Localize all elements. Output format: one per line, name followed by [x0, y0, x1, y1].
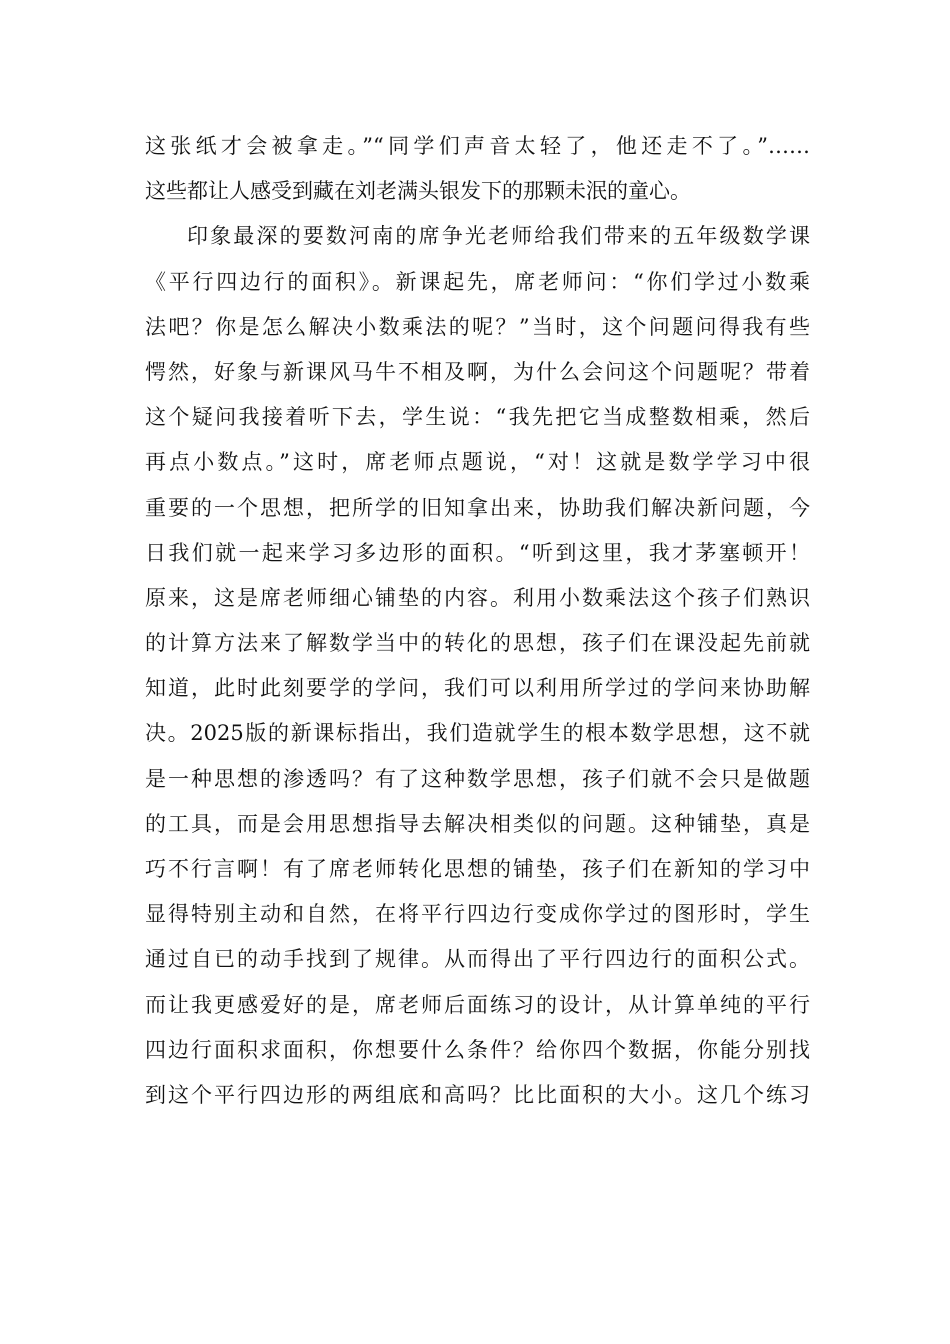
text-line: 愕然，好象与新课风马牛不相及啊，为什么会问这个问题呢？带着	[145, 359, 810, 384]
text-line: 到这个平行四边形的两组底和高吗？比比面积的大小。这几个练习	[145, 1082, 810, 1107]
text-line: 这张纸才会被拿走。”“同学们声音太轻了，他还走不了。”……	[145, 134, 810, 158]
text-line: 日我们就一起来学习多边形的面积。“听到这里，我才茅塞顿开！	[145, 540, 810, 565]
text-line: 显得特别主动和自然，在将平行四边行变成你学过的图形时，学生	[145, 902, 810, 927]
text-line: 决。2025版的新课标指出，我们造就学生的根本数学思想，这不就	[145, 721, 810, 746]
paragraph-first-line: 印象最深的要数河南的席争光老师给我们带来的五年级数学课	[187, 224, 810, 249]
text-line: 的计算方法来了解数学当中的转化的思想，孩子们在课没起先前就	[145, 631, 810, 656]
text-line: 而让我更感爱好的是，席老师后面练习的设计，从计算单纯的平行	[145, 992, 810, 1017]
text-line: 再点小数点。”这时，席老师点题说，“对！这就是数学学习中很	[145, 450, 810, 475]
text-line: 法吧？你是怎么解决小数乘法的呢？”当时，这个问题问得我有些	[145, 314, 810, 339]
text-line: 原来，这是席老师细心铺垫的内容。利用小数乘法这个孩子们熟识	[145, 585, 810, 610]
text-line: 巧不行言啊！有了席老师转化思想的铺垫，孩子们在新知的学习中	[145, 857, 810, 881]
text-line: 通过自已的动手找到了规律。从而得出了平行四边行的面积公式。	[145, 947, 810, 972]
text-line: 这个疑问我接着听下去，学生说：“我先把它当成整数相乘，然后	[145, 405, 810, 430]
body-text	[145, 124, 810, 1118]
text-line: 四边行面积求面积，你想要什么条件？给你四个数据，你能分别找	[145, 1037, 810, 1062]
text-line: 重要的一个思想，把所学的旧知拿出来，协助我们解决新问题，今	[145, 495, 810, 520]
text-line: 这些都让人感受到藏在刘老满头银发下的那颗未泯的童心。	[145, 179, 691, 204]
text-line: 是一种思想的渗透吗？有了这种数学思想，孩子们就不会只是做题	[145, 766, 810, 791]
text-line: 知道，此时此刻要学的学问，我们可以利用所学过的学问来协助解	[145, 676, 810, 701]
text-line: 《平行四边行的面积》。新课起先，席老师问：“你们学过小数乘	[145, 269, 810, 294]
text-line: 的工具，而是会用思想指导去解决相类似的问题。这种铺垫，真是	[145, 811, 810, 836]
